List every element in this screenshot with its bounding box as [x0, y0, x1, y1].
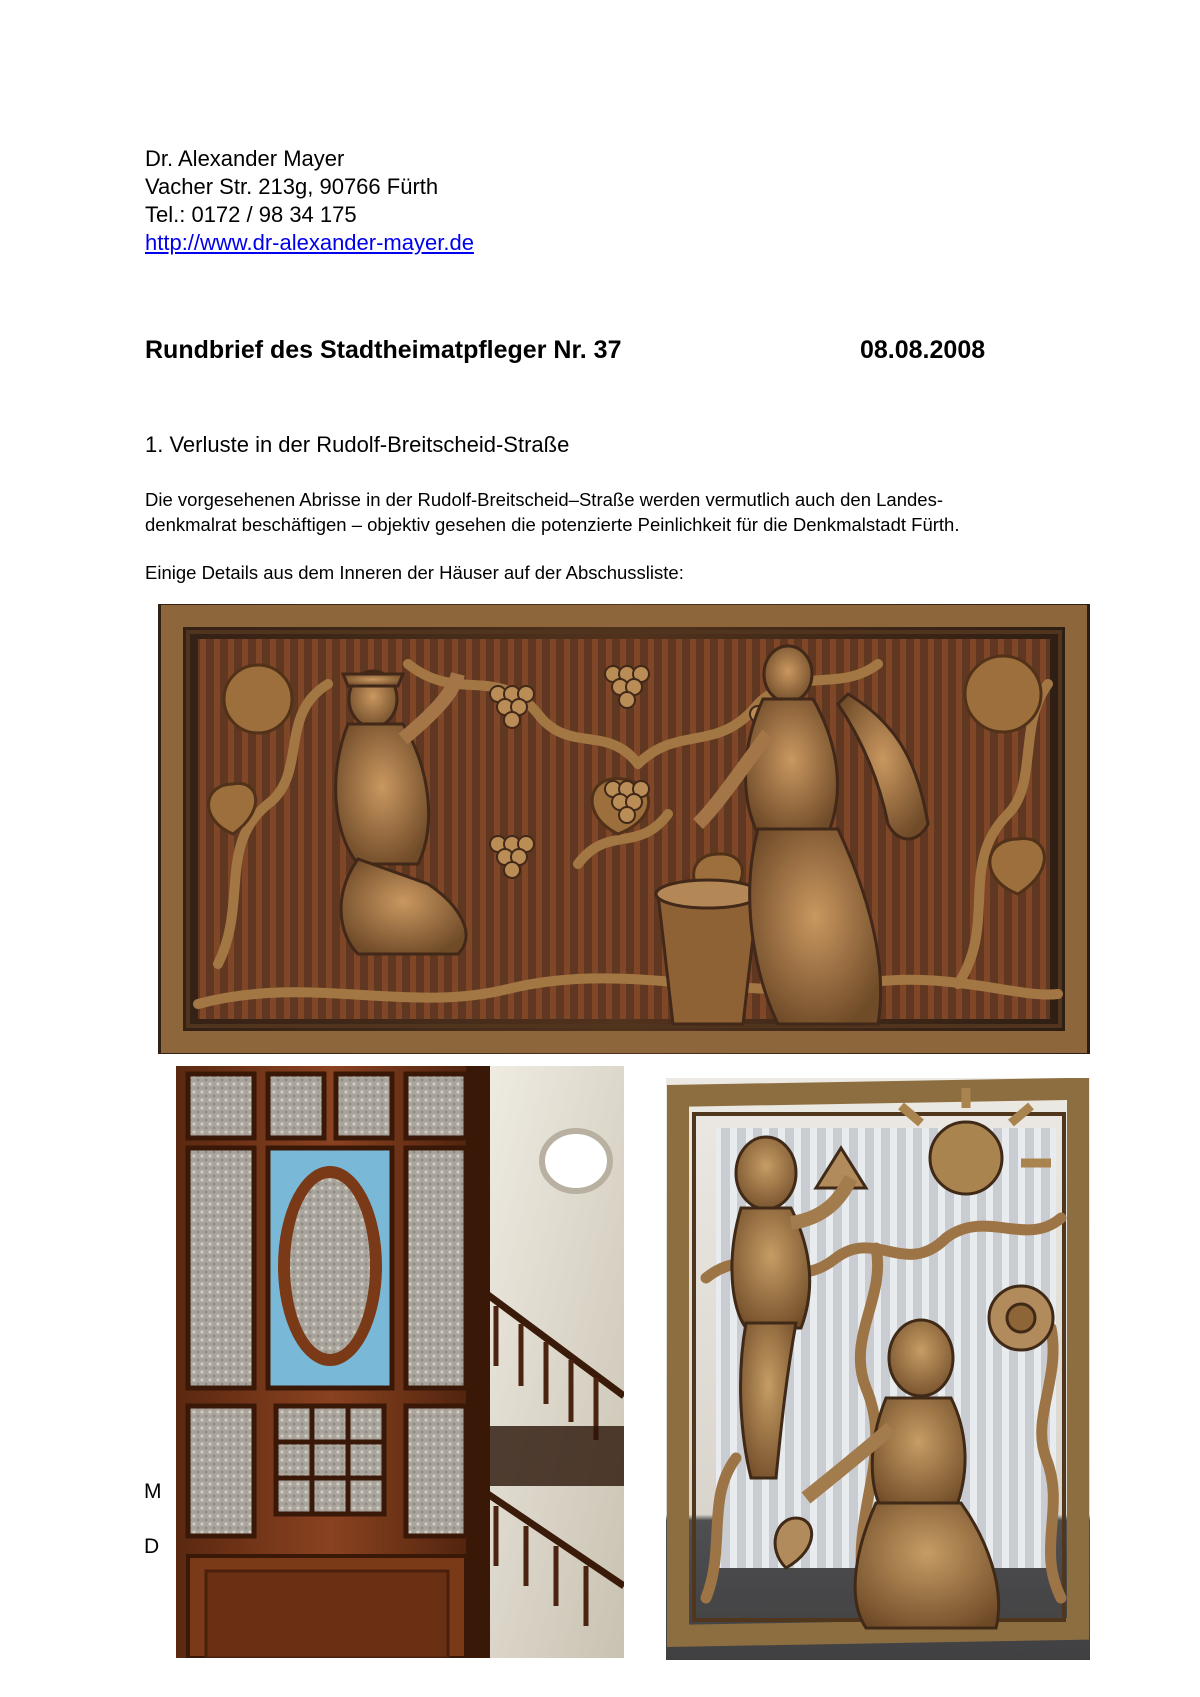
- sender-address: Vacher Str. 213g, 90766 Fürth: [145, 174, 439, 199]
- photo-bronze-grille-children: [666, 1078, 1090, 1660]
- sender-name: Dr. Alexander Mayer: [145, 146, 345, 171]
- newsletter-date: 08.08.2008: [860, 336, 986, 364]
- newsletter-heading: [145, 336, 1015, 365]
- photo-bronze-relief-panel: [158, 604, 1090, 1054]
- paragraph-line: Die vorgesehenen Abrisse in der Rudolf-Breitscheid–Straße werden vermutlich auch den Landes-: [145, 489, 943, 510]
- section-paragraph: [145, 487, 1065, 537]
- sender-website-link[interactable]: http://www.dr-alexander-mayer.de: [145, 230, 474, 255]
- photos-intro: Einige Details aus dem Inneren der Häuser auf der Abschussliste:: [145, 562, 684, 583]
- stray-letter: M: [144, 1480, 162, 1503]
- stray-letter: D: [144, 1535, 160, 1558]
- section-title: 1. Verluste in der Rudolf-Breitscheid-Straße: [145, 432, 570, 457]
- photo-wooden-door: [176, 1066, 624, 1658]
- paragraph-line: denkmalrat beschäftigen – objektiv gesehen die potenzierte Peinlichkeit für die Denkmalstadt Fürth.: [145, 514, 960, 535]
- sender-block: [145, 145, 474, 257]
- sender-phone: Tel.: 0172 / 98 34 175: [145, 202, 357, 227]
- newsletter-title: Rundbrief des Stadtheimatpfleger Nr. 37: [145, 336, 622, 364]
